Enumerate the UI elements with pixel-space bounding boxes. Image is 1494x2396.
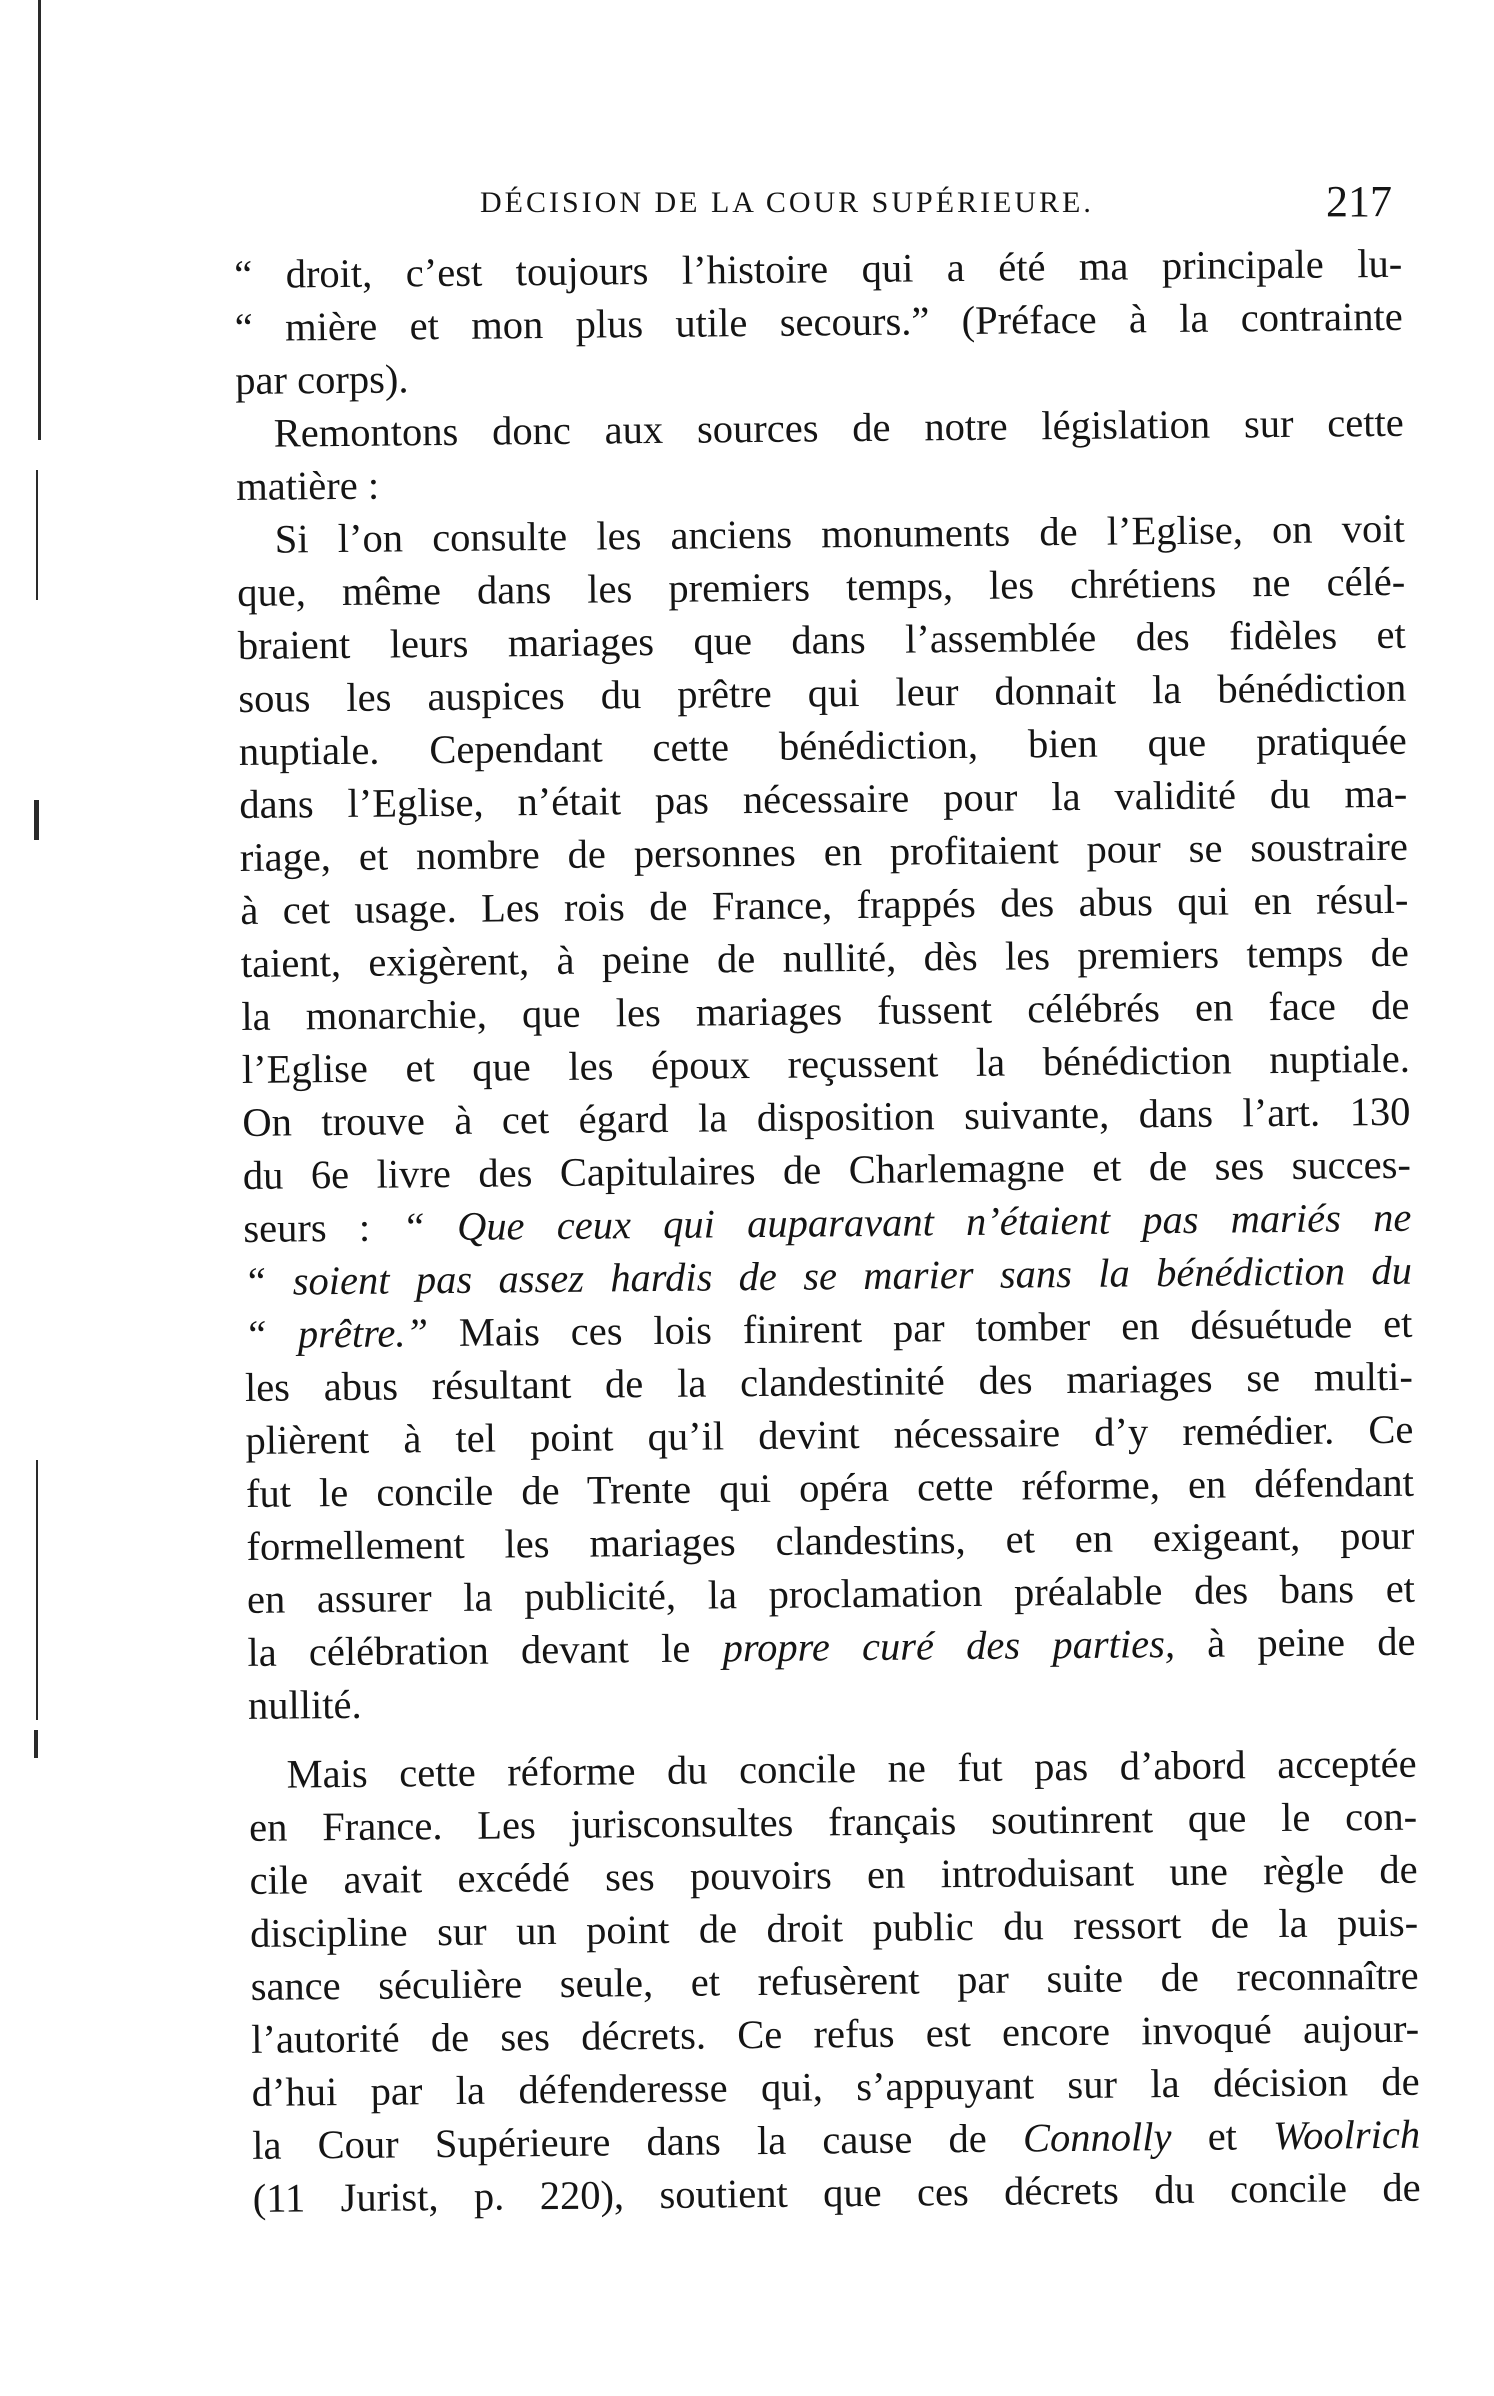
italic-phrase: propre curé des parties, xyxy=(722,1621,1176,1671)
italic-quote: “ Que ceux qui auparavant n’étaient pas mariés ne xyxy=(402,1194,1412,1250)
text-line: que, même dans les premiers temps, les chrétiens ne célé- xyxy=(237,558,1406,615)
text-line: d’hui par la défenderesse qui, s’appuyant sur la décision de xyxy=(251,2058,1420,2115)
italic-name: Connolly xyxy=(1022,2114,1172,2161)
text-line: riage, et nombre de personnes en profitaient pour se soustraire xyxy=(239,823,1409,880)
text-line: fut le concile de Trente qui opéra cette réforme, en défendant xyxy=(245,1459,1415,1516)
text-line: taient, exigèrent, à peine de nullité, dès les premiers temps de xyxy=(240,929,1410,986)
text-line xyxy=(247,1615,1415,1679)
text-line: par corps). xyxy=(235,356,409,403)
text-line: “ droit, c’est toujours l’histoire qui a été ma principale lu- xyxy=(234,240,1403,297)
text-line: la monarchie, que les mariages fussent célébrés en face de xyxy=(241,982,1410,1039)
text-line: sance séculière seule, et refusèrent par suite de reconnaître xyxy=(250,1952,1419,2009)
scan-edge-mark xyxy=(36,470,38,600)
text-line: plièrent à tel point qu’il devint nécessaire d’y remédier. Ce xyxy=(245,1406,1414,1463)
text-segment: la célébration devant le xyxy=(247,1625,691,1675)
text-line: nullité. xyxy=(247,1681,362,1728)
text-line: braient leurs mariages que dans l’assemblée des fidèles et xyxy=(237,611,1406,668)
text-line: Remontons donc aux sources de notre législation sur cette xyxy=(273,399,1404,456)
scan-edge-mark xyxy=(36,1460,38,1720)
text-line: (11 Jurist, p. 220), soutient que ces décrets du concile de xyxy=(252,2164,1421,2221)
body-text xyxy=(234,237,1421,2225)
text-line: Si l’on consulte les anciens monuments de l’Eglise, on voit xyxy=(274,505,1405,562)
text-line: du 6e livre des Capitulaires de Charlemagne et de ses succes- xyxy=(242,1141,1412,1198)
text-line: formellement les mariages clandestins, et en exigeant, pour xyxy=(246,1512,1415,1569)
text-line: en France. Les jurisconsultes français soutinrent que le con- xyxy=(248,1793,1418,1850)
page-header xyxy=(232,176,1392,236)
scan-edge-mark xyxy=(38,0,41,440)
text-segment: la Cour Supérieure dans la cause de xyxy=(251,2115,987,2168)
italic-name: Woolrich xyxy=(1272,2111,1421,2159)
text-segment: Mais ces lois finirent par tomber en désuétude et xyxy=(458,1300,1413,1355)
text-line: nuptiale. Cependant cette bénédiction, bien que pratiquée xyxy=(238,717,1407,774)
text-line: les abus résultant de la clandestinité des mariages se multi- xyxy=(244,1353,1414,1410)
text-segment: seurs : xyxy=(243,1204,371,1251)
text-line: l’autorité de ses décrets. Ce refus est encore invoqué aujour- xyxy=(250,2005,1420,2062)
text-line: en assurer la publicité, la proclamation préalable des bans et xyxy=(246,1565,1416,1622)
page-number: 217 xyxy=(1326,177,1392,226)
text-line: discipline sur un point de droit public du ressort de la puis- xyxy=(249,1899,1419,1956)
text-line: cile avait excédé ses pouvoirs en introduisant une règle de xyxy=(249,1846,1418,1903)
text-line: l’Eglise et que les époux reçussent la bénédiction nuptiale. xyxy=(241,1035,1411,1092)
text-line: On trouve à cet égard la disposition suivante, dans l’art. 130 xyxy=(242,1088,1411,1145)
text-line: Mais cette réforme du concile ne fut pas d’abord acceptée xyxy=(286,1740,1417,1797)
text-line: dans l’Eglise, n’était pas nécessaire pour la validité du ma- xyxy=(239,770,1408,827)
text-line: “ mière et mon plus utile secours.” (Préface à la contrainte xyxy=(234,293,1403,350)
running-head: DÉCISION DE LA COUR SUPÉRIEURE. xyxy=(480,186,1094,219)
scan-edge-mark xyxy=(34,800,39,840)
text-line: à cet usage. Les rois de France, frappés des abus qui en résul- xyxy=(240,876,1409,933)
text-segment: et xyxy=(1207,2113,1238,2159)
text-line: sous les auspices du prêtre qui leur donnait la bénédiction xyxy=(238,664,1407,721)
italic-quote: “ prêtre.” xyxy=(244,1310,429,1357)
scan-edge-mark xyxy=(34,1730,38,1758)
italic-quote: “ soient pas assez hardis de se marier sans la bénédiction du xyxy=(243,1247,1413,1304)
text-segment: à peine de xyxy=(1206,1618,1416,1666)
text-line: matière : xyxy=(236,462,380,509)
